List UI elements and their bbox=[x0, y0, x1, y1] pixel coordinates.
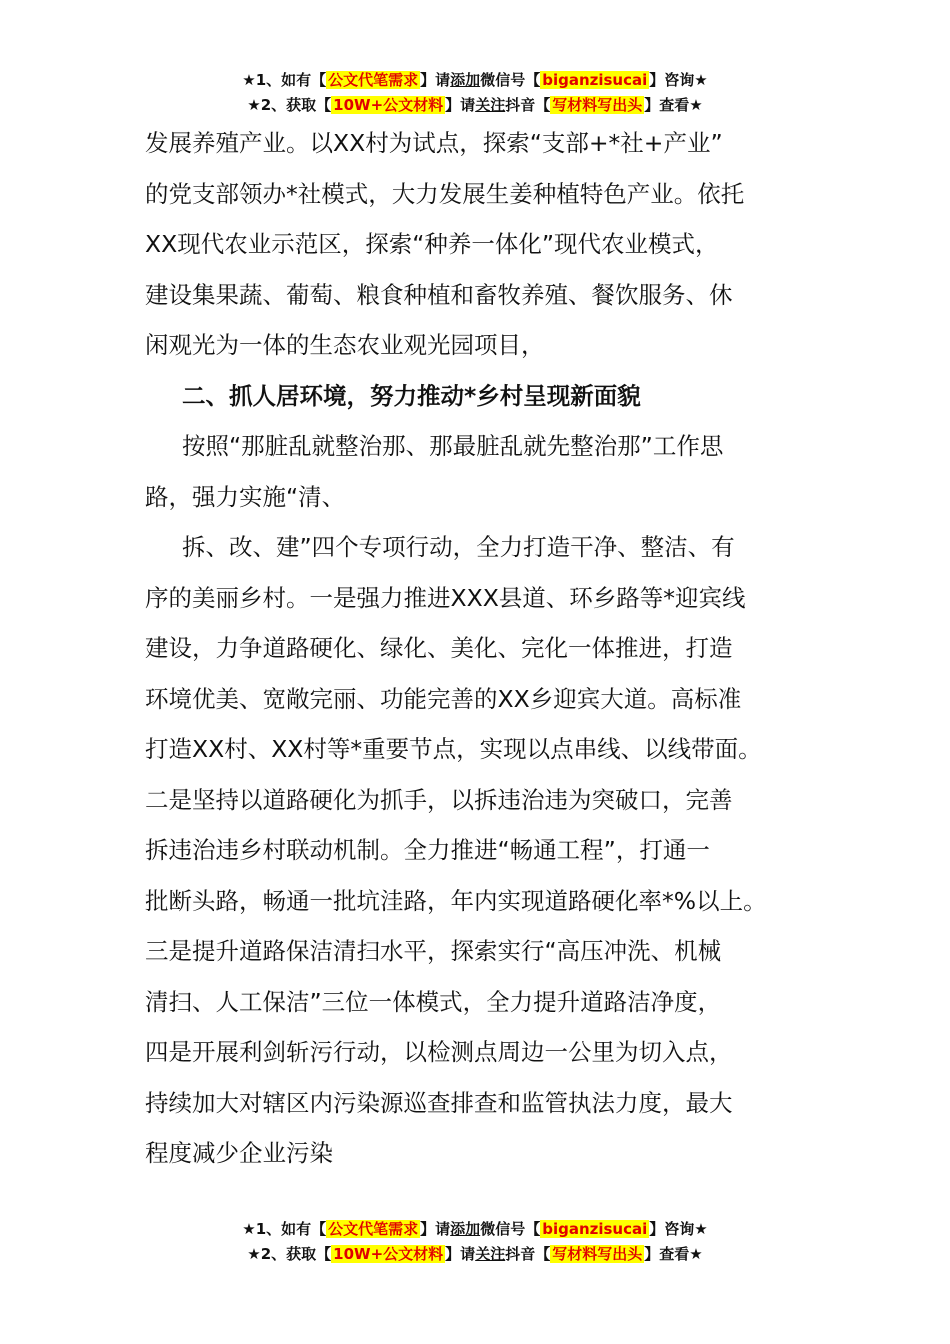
banner-text: 】咨询 bbox=[649, 71, 695, 89]
banner-text: 微信号【 bbox=[480, 1220, 541, 1238]
star-icon: ★ bbox=[247, 1245, 261, 1263]
body-line: 打造XX村、XX村等*重要节点，实现以点串线、以线带面。 bbox=[145, 735, 762, 763]
body-line: 二是坚持以道路硬化为抓手，以拆违治违为突破口，完善 bbox=[145, 785, 733, 814]
body-line: 清扫、人工保洁”三位一体模式，全力提升道路洁净度， bbox=[145, 987, 722, 1016]
banner-text: 】请 bbox=[420, 71, 451, 89]
body-line: 建设，力争道路硬化、绿化、美化、完化一体推进，打造 bbox=[145, 634, 733, 662]
body-line: 拆违治违乡村联动机制。全力推进“畅通工程”，打通一 bbox=[145, 836, 710, 864]
body-line: 环境优美、宽敞完丽、功能完善的XX乡迎宾大道。高标准 bbox=[145, 684, 742, 713]
body-line: 拆、改、建”四个专项行动，全力打造干净、整洁、有 bbox=[182, 533, 735, 561]
banner-text: 】查看 bbox=[644, 1245, 690, 1263]
underlined-text: 添加 bbox=[450, 1220, 481, 1238]
banner-text: 抖音【 bbox=[505, 1245, 551, 1263]
highlight-wechat-id: biganzisucai bbox=[542, 1220, 648, 1238]
star-icon: ★ bbox=[242, 71, 256, 89]
body-line: 的党支部领办*社模式，大力发展生姜种植特色产业。依托 bbox=[145, 179, 745, 208]
banner-text: 抖音【 bbox=[505, 96, 551, 114]
banner-text: 】咨询 bbox=[649, 1220, 695, 1238]
star-icon: ★ bbox=[694, 71, 708, 89]
body-line: 序的美丽乡村。一是强力推进XXX县道、环乡路等*迎宾线 bbox=[145, 583, 746, 612]
banner-text: 】请 bbox=[445, 96, 476, 114]
banner-text: 1、如有【 bbox=[255, 1220, 327, 1238]
body-line: 四是开展利剑斩污行动，以检测点周边一公里为切入点， bbox=[145, 1038, 733, 1066]
body-line: 三是提升道路保洁清扫水平，探索实行“高压冲洗、机械 bbox=[145, 937, 722, 965]
document-body bbox=[145, 118, 825, 1179]
banner-text: 】请 bbox=[420, 1220, 451, 1238]
highlight-service: 公文代笔需求 bbox=[328, 1220, 419, 1238]
banner-text: 2、获取【 bbox=[260, 1245, 332, 1263]
body-line: 按照“那脏乱就整治那、那最脏乱就先整治那”工作思 bbox=[182, 432, 724, 460]
highlight-douyin-account: 写材料写出头 bbox=[552, 96, 643, 114]
body-line: 闲观光为一体的生态农业观光园项目， bbox=[145, 331, 545, 359]
banner-text: 2、获取【 bbox=[260, 96, 332, 114]
highlight-service: 公文代笔需求 bbox=[328, 71, 419, 89]
body-line: 持续加大对辖区内污染源巡查排查和监管执法力度，最大 bbox=[145, 1088, 733, 1117]
banner-line-2 bbox=[0, 1242, 950, 1267]
underlined-text: 关注 bbox=[475, 96, 506, 114]
underlined-text: 关注 bbox=[475, 1245, 506, 1263]
banner-text: 1、如有【 bbox=[255, 71, 327, 89]
body-line: 批断头路，畅通一批坑洼路，年内实现道路硬化率*%以上。 bbox=[145, 886, 767, 915]
body-line: 程度减少企业污染 bbox=[145, 1139, 333, 1167]
banner-text: 】查看 bbox=[644, 96, 690, 114]
star-icon: ★ bbox=[247, 96, 261, 114]
section-heading: 二、抓人居环境，努力推动*乡村呈现新面貌 bbox=[182, 381, 641, 410]
highlight-douyin-account: 写材料写出头 bbox=[552, 1245, 643, 1263]
banner-text: 微信号【 bbox=[480, 71, 541, 89]
underlined-text: 添加 bbox=[450, 71, 481, 89]
footer-banner bbox=[0, 1217, 950, 1267]
body-line: XX现代农业示范区，探索“种养一体化”现代农业模式， bbox=[145, 230, 719, 258]
star-icon: ★ bbox=[689, 1245, 703, 1263]
body-line: 发展养殖产业。以XX村为试点，探索“支部+*社+产业” bbox=[145, 129, 723, 157]
body-line: 路，强力实施“清、 bbox=[145, 482, 346, 511]
star-icon: ★ bbox=[694, 1220, 708, 1238]
star-icon: ★ bbox=[242, 1220, 256, 1238]
highlight-materials: 10W+公文材料 bbox=[333, 96, 444, 114]
banner-line-1 bbox=[0, 1217, 950, 1242]
header-banner bbox=[0, 68, 950, 118]
highlight-materials: 10W+公文材料 bbox=[333, 1245, 444, 1263]
body-line: 建设集果蔬、葡萄、粮食种植和畜牧养殖、餐饮服务、休 bbox=[145, 280, 733, 309]
banner-text: 】请 bbox=[445, 1245, 476, 1263]
banner-line-2 bbox=[0, 93, 950, 118]
highlight-wechat-id: biganzisucai bbox=[542, 71, 648, 89]
star-icon: ★ bbox=[689, 96, 703, 114]
banner-line-1 bbox=[0, 68, 950, 93]
